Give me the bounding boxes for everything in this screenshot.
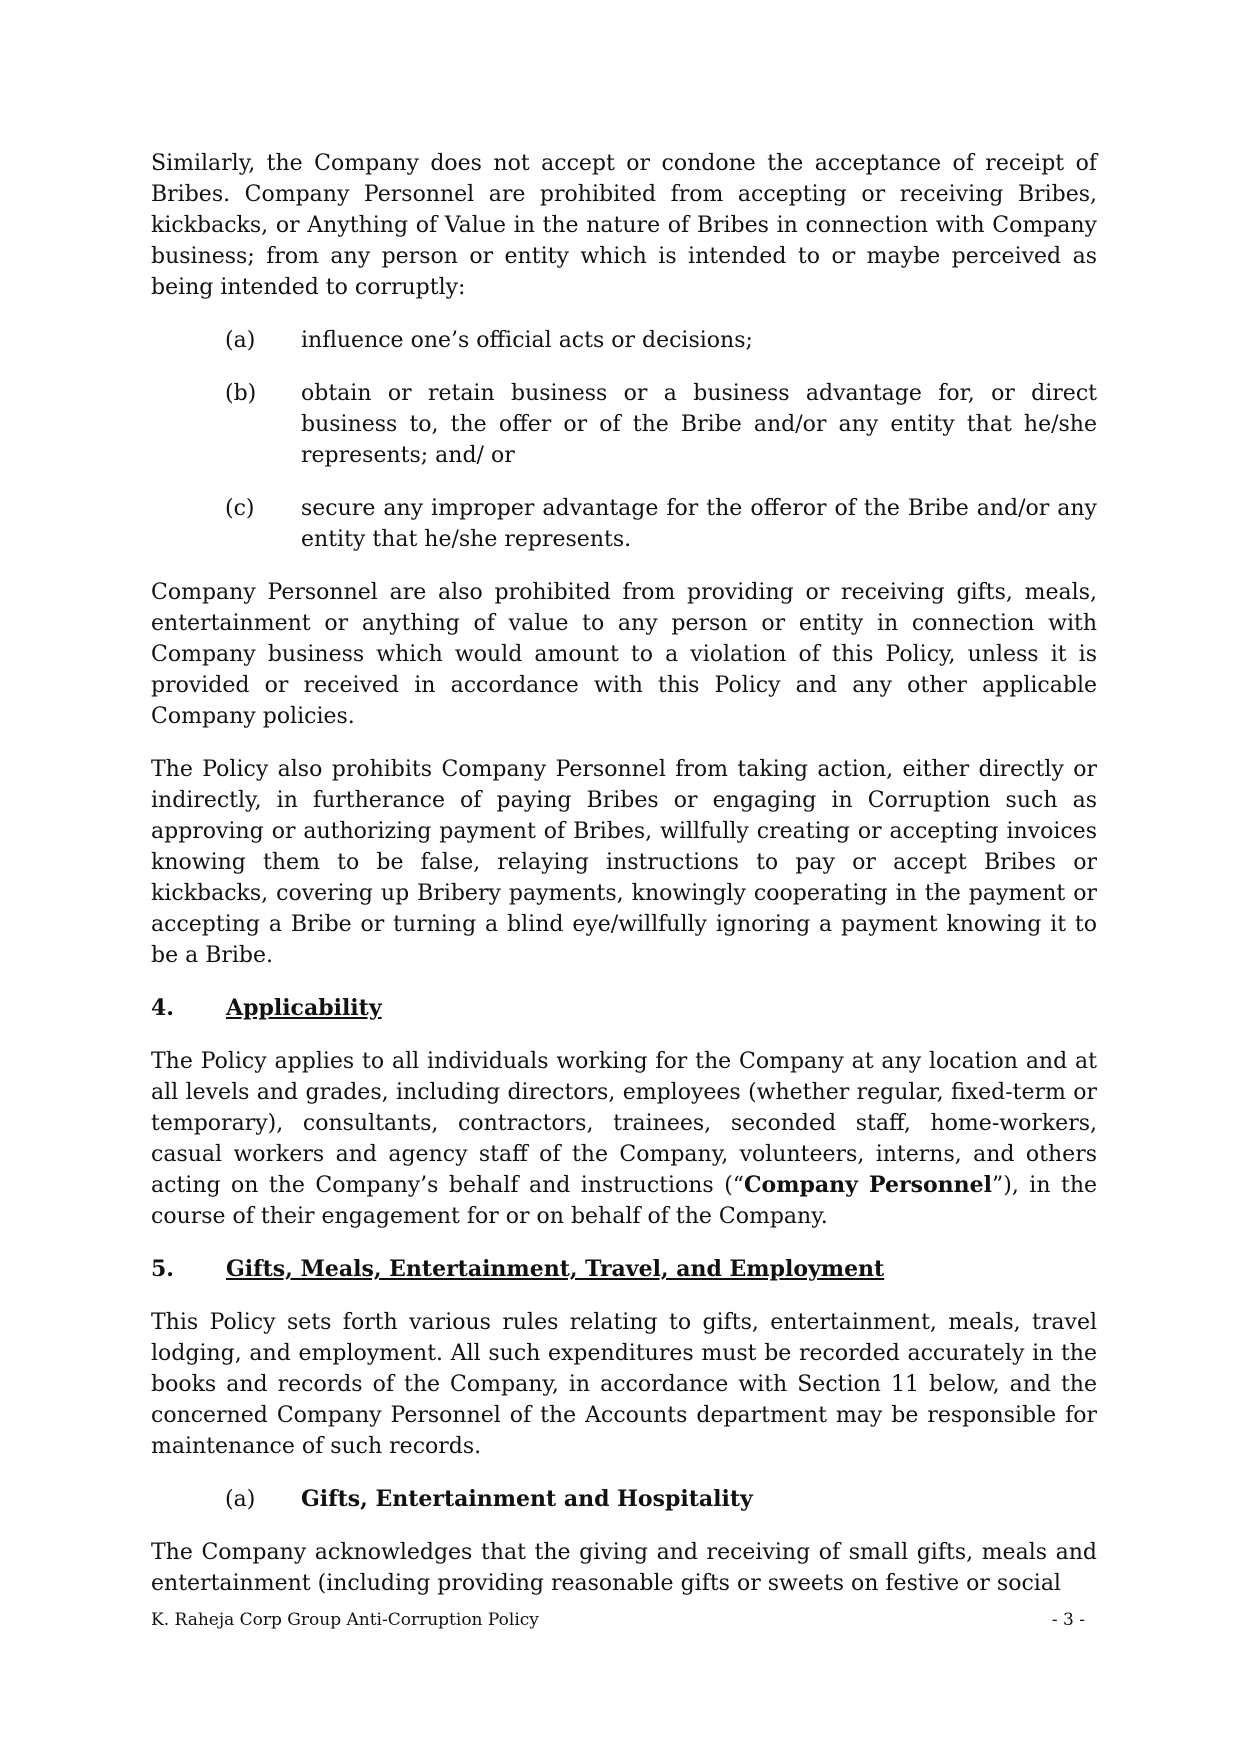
section-heading-gifts: [151, 1254, 1097, 1285]
applicability-text-end: ”), in the course of their engagement for or on behalf of the Company.: [151, 1173, 1098, 1229]
page-footer: [151, 1610, 1085, 1630]
section-heading-applicability: [151, 993, 1097, 1024]
paragraph-indirect-actions: The Policy also prohibits Company Personnel from taking action, either directly or indirectly, in furtherance of paying Bribes or engaging in Corruption such as approving or authorizing payment of Bribes, willfully creating or accepting invoices knowing them to be false, relaying instructions to pay or accept Bribes or kickbacks, covering up Bribery payments, knowingly cooperating in the payment or accepting a Bribe or turning a blind eye/willfully ignoring a payment knowing it to be a Bribe.: [151, 757, 1097, 968]
paragraph-gifts-prohibition: Company Personnel are also prohibited from providing or receiving gifts, meals, entertainment or anything of value to any person or entity in connection with Company business which would amount to a violation of this Policy, unless it is provided or received in accordance with this Policy and any other applicable Company policies.: [151, 580, 1097, 729]
footer-document-title: K. Raheja Corp Group Anti-Corruption Policy: [151, 1610, 539, 1630]
document-page: [151, 148, 1097, 1621]
paragraph-hospitality: The Company acknowledges that the giving and receiving of small gifts, meals and entertainment (including providing reasonable gifts or sweets on festive or social: [151, 1540, 1097, 1596]
list-item-number: (c): [225, 496, 255, 521]
subsection-title: Gifts, Entertainment and Hospitality: [301, 1486, 753, 1512]
list-item: [151, 325, 1097, 356]
paragraph-receipt-of-bribes: Similarly, the Company does not accept or condone the acceptance of receipt of Bribes. Company Personnel are prohibited from accepting or receiving Bribes, kickbacks, or Anything of Value in the nature of Bribes in connection with Company business; from any person or entity which is intended to or maybe perceived as being intended to corruptly:: [151, 151, 1097, 300]
list-item-number: (b): [225, 381, 257, 406]
section-number: 5.: [151, 1256, 174, 1282]
list-item-number: (a): [225, 328, 256, 353]
subsection-number: (a): [225, 1487, 256, 1512]
defined-term-company-personnel: Company Personnel: [744, 1172, 992, 1198]
subsection-heading-hospitality: [151, 1484, 1097, 1515]
section-title: Gifts, Meals, Entertainment, Travel, and Employment: [226, 1256, 885, 1282]
applicability-text-start: The Policy applies to all individuals working for the Company at any location and at all levels and grades, including directors, employees (whether regular, fixed-term or temporary), consultants, contractors, trainees, seconded staff, home-workers, casual workers and agency staff of the Company, volunteers, interns, and others acting on the Company’s behalf and instructions (“: [151, 1049, 1097, 1198]
section-title: Applicability: [226, 995, 382, 1021]
list-item-text: secure any improper advantage for the offeror of the Bribe and/or any entity that he/she represents.: [301, 496, 1097, 552]
page-number: - 3 -: [1051, 1610, 1085, 1630]
list-item: [151, 493, 1097, 555]
section-number: 4.: [151, 995, 174, 1021]
list-item-text: obtain or retain business or a business advantage for, or direct business to, the offer or of the Bribe and/or any entity that he/she represents; and/ or: [301, 381, 1097, 468]
paragraph-gifts-rules: This Policy sets forth various rules relating to gifts, entertainment, meals, travel lodging, and employment. All such expenditures must be recorded accurately in the books and records of the Company, in accordance with Section 11 below, and the concerned Company Personnel of the Accounts department may be responsible for maintenance of such records.: [151, 1310, 1097, 1459]
list-item-text: influence one’s official acts or decisions;: [301, 328, 753, 353]
paragraph-applicability: [151, 1046, 1097, 1232]
list-item: [151, 378, 1097, 471]
